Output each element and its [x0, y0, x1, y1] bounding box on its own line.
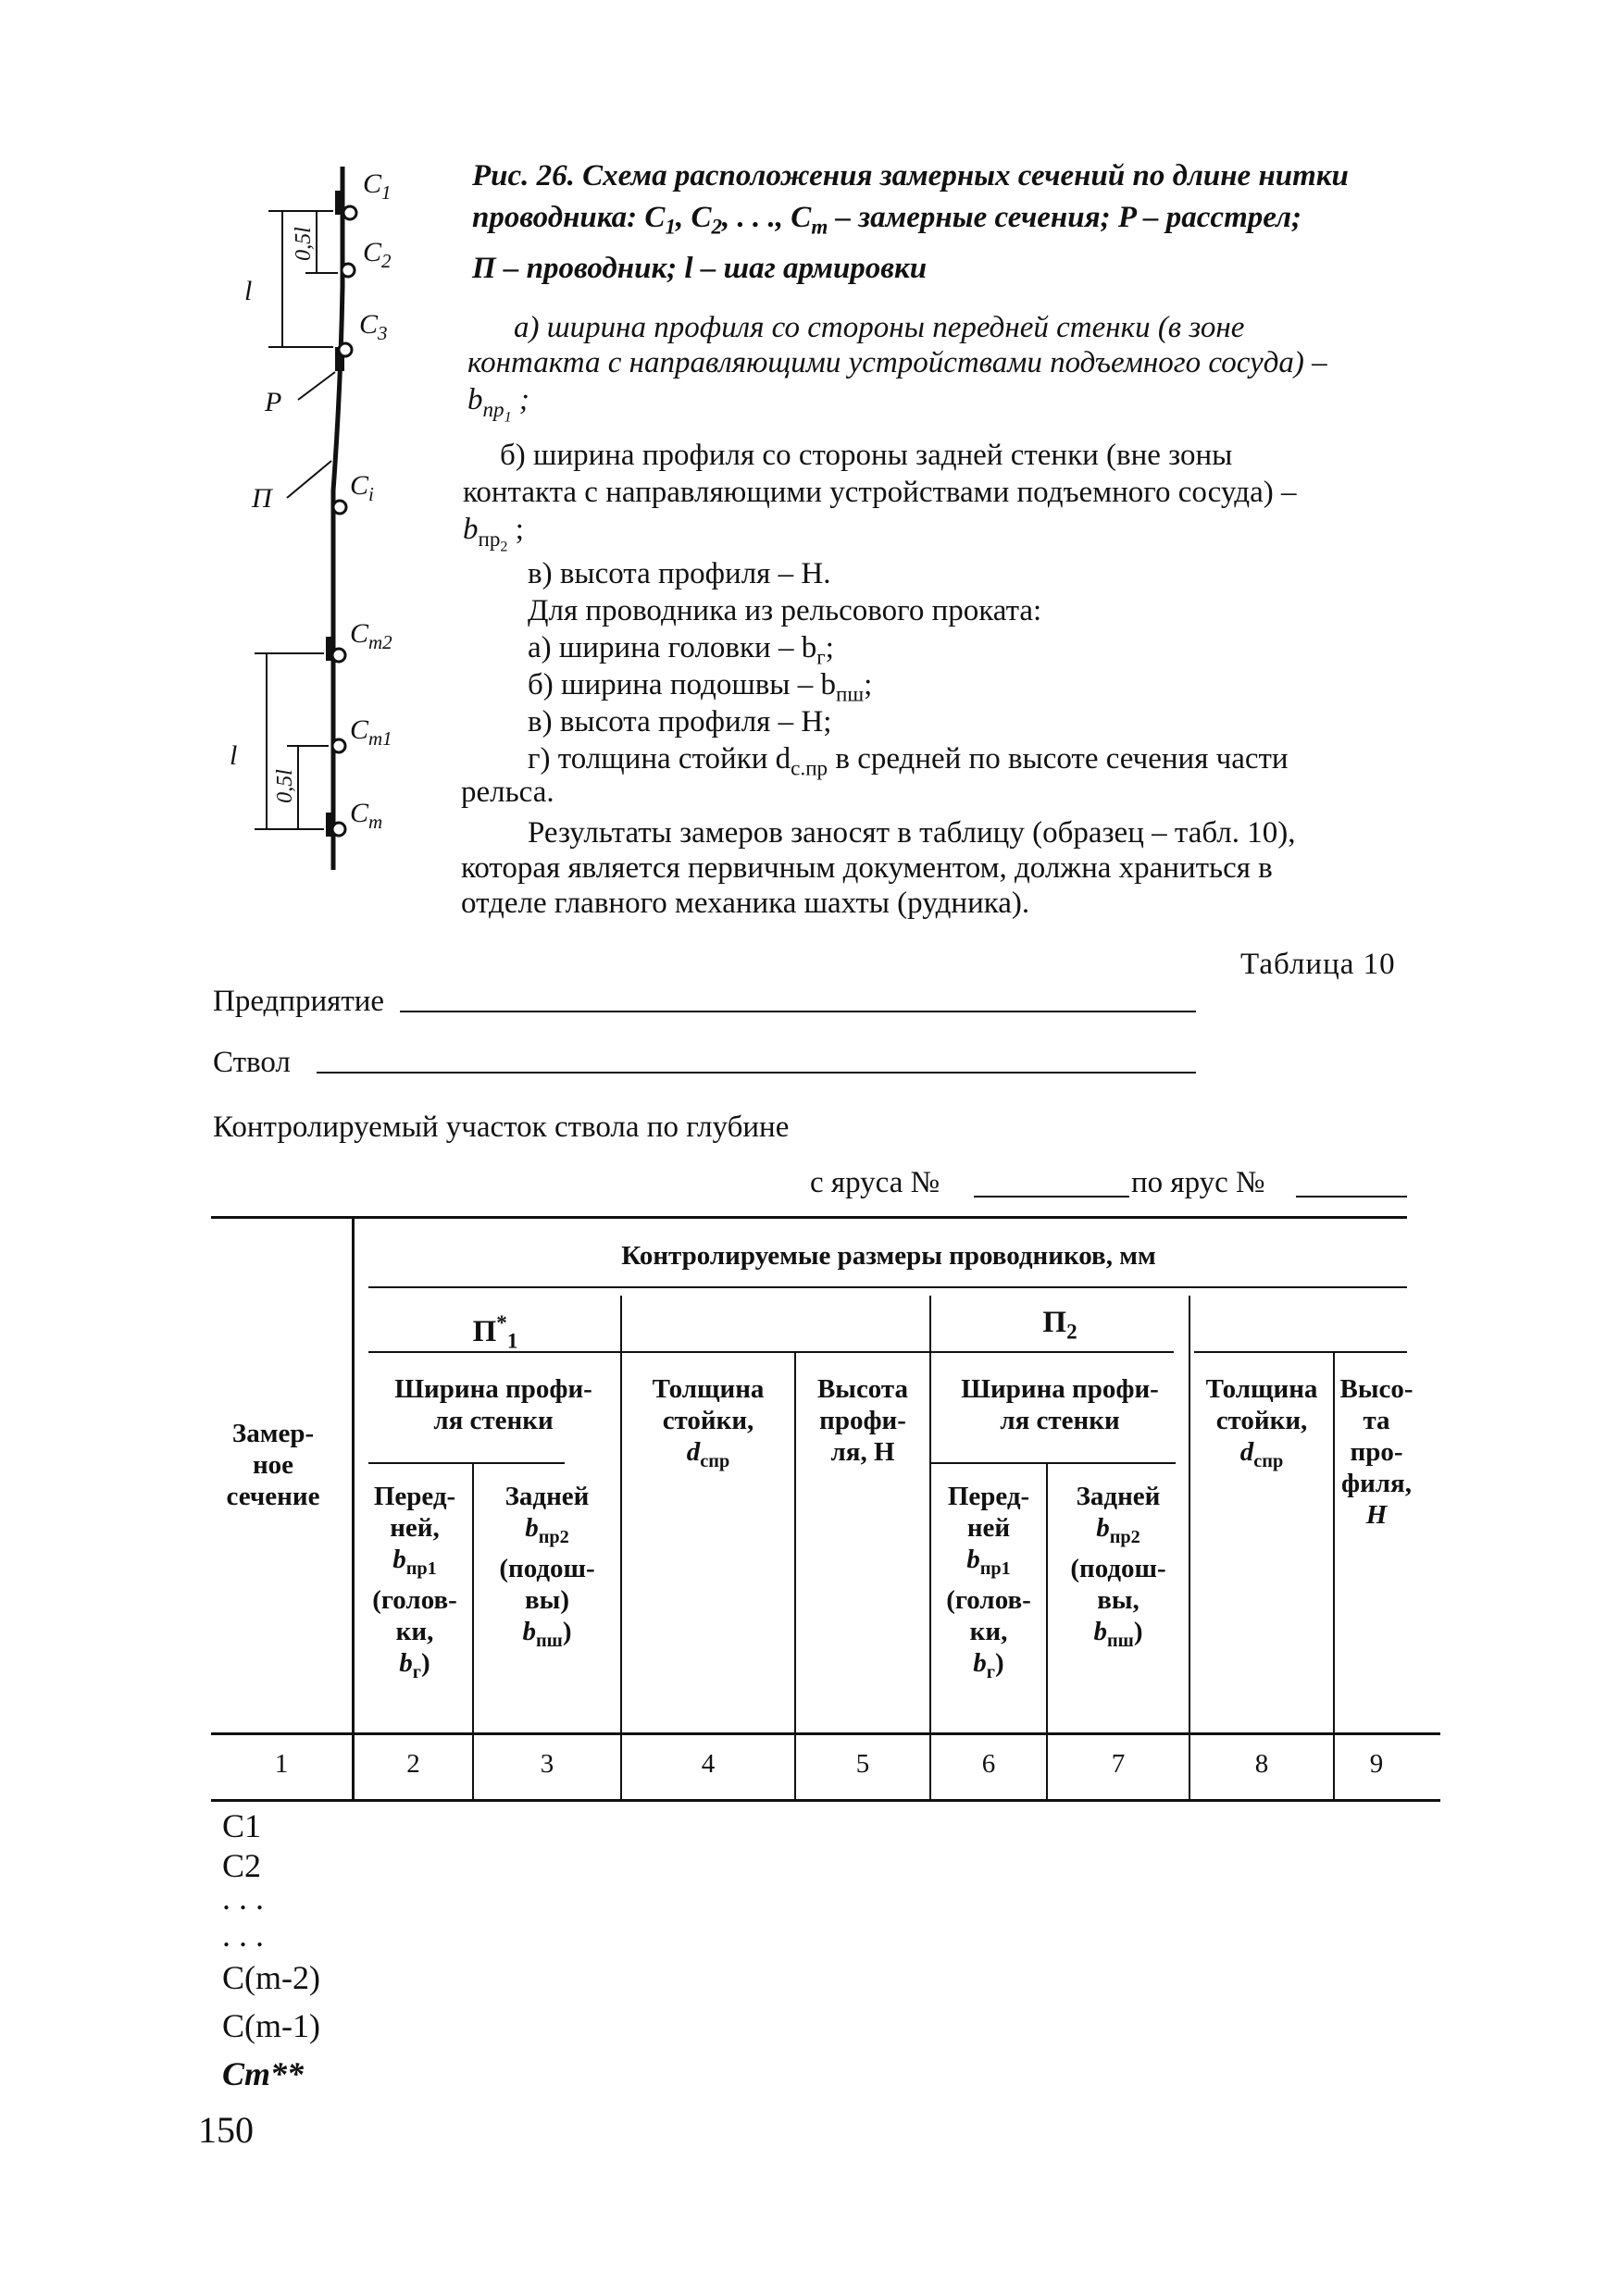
- enterprise-label: Предприятие: [213, 985, 385, 1018]
- page-number: 150: [198, 2109, 254, 2151]
- rear-header-2: Задней $b_{пр2}$ (подош- вы, $b_{пш}$): [1070, 1482, 1166, 1651]
- label-cm: $C_m$: [350, 798, 383, 833]
- rail-g-cont: рельса.: [461, 776, 554, 809]
- table-top-rule: [211, 1216, 1407, 1219]
- row-label: C2: [222, 1847, 262, 1884]
- column-number: 4: [701, 1749, 716, 1779]
- rail-a: а) ширина головки – $b_г$;: [528, 631, 834, 669]
- column-number: 1: [274, 1749, 289, 1779]
- label-half-l-bottom: 0,5l: [272, 769, 297, 803]
- para-b-line1: б) ширина профиля со стороны задней стенки (вне зоны: [500, 439, 1233, 472]
- guide-diagram: [213, 157, 435, 898]
- label-c1: $C_1$: [363, 168, 392, 204]
- row-label: . . .: [222, 1880, 264, 1917]
- rail-v: в) высота профиля – H;: [528, 705, 832, 738]
- label-c3: $C_3$: [359, 309, 388, 344]
- width-rule-2: [931, 1462, 1176, 1464]
- table-title: Таблица 10: [1240, 948, 1396, 981]
- from-tier-field[interactable]: [974, 1196, 1129, 1198]
- rail-g: г) толщина стойки $d_{с.пр}$ в средней по высоте сечения части: [528, 742, 1289, 780]
- para-a-line1: а) ширина профиля со стороны передней стенки (в зоне: [514, 311, 1245, 344]
- column-number: 3: [540, 1749, 554, 1779]
- column-number: 2: [406, 1749, 420, 1779]
- column-number: 7: [1111, 1749, 1126, 1779]
- label-l-bottom: l: [230, 740, 238, 771]
- vline-7: [1189, 1296, 1190, 1801]
- column-number: 8: [1254, 1749, 1269, 1779]
- p-rule-2: [1194, 1351, 1407, 1353]
- figure-caption: [472, 155, 1435, 290]
- rail-b: б) ширина подошвы – $b_{пш}$;: [528, 668, 873, 706]
- header-rule: [368, 1286, 1407, 1288]
- results-line3: отделе главного механика шахты (рудника).: [461, 887, 1030, 920]
- label-c2: $C_2$: [363, 237, 392, 272]
- caption-line-1: Рис. 26. Схема расположения замерных сечений по длине нитки: [472, 159, 1349, 192]
- numbers-top-rule: [211, 1732, 1440, 1735]
- p2-header: $П_2$: [1042, 1306, 1077, 1344]
- shaft-field[interactable]: [317, 1072, 1196, 1074]
- width-rule-1: [368, 1462, 565, 1464]
- para-a-line2: контакта с направляющими устройствами подъемного сосуда) –: [467, 346, 1327, 379]
- numbers-bottom-rule: [211, 1799, 1440, 1802]
- label-l-top: l: [244, 276, 253, 306]
- label-cm2: $C_{m2}$: [350, 618, 392, 653]
- to-tier-label: по ярус №: [1131, 1166, 1265, 1199]
- column-number: 9: [1369, 1749, 1384, 1779]
- para-v: в) высота профиля – H.: [528, 557, 831, 590]
- para-b-var: $b_{пр_2}$ ;: [463, 513, 524, 555]
- main-header: Контролируемые размеры проводников, мм: [621, 1241, 1156, 1271]
- label-pi: П: [252, 483, 272, 514]
- caption-line-3: П – проводник; l – шаг армировки: [472, 251, 928, 285]
- row-label: C(m-1): [222, 2007, 320, 2044]
- row-header: Замер- ное сечение: [226, 1419, 320, 1511]
- section-label: Контролируемый участок ствола по глубине: [213, 1111, 790, 1144]
- thickness-header-2: Толщина стойки, $d_{спр}$: [1205, 1374, 1318, 1471]
- thickness-header-1: Толщина стойки, $d_{спр}$: [652, 1374, 765, 1471]
- front-header-2: Перед- ней $b_{пр1}$ (голов- ки, $b_г$): [946, 1482, 1031, 1682]
- height-header-2: Высо- та про- филя, H: [1339, 1374, 1414, 1530]
- row-label: C1: [222, 1807, 262, 1844]
- label-p: P: [265, 387, 282, 417]
- rail-intro: Для проводника из рельсового проката:: [528, 594, 1042, 627]
- para-b-line2: контакта с направляющими устройствами подъемного сосуда) –: [463, 476, 1297, 509]
- row-label: C(m-2): [222, 1959, 320, 1996]
- from-tier-label: с яруса №: [810, 1166, 940, 1199]
- row-label: . . .: [222, 1917, 264, 1954]
- label-half-l-top: 0,5l: [291, 227, 316, 261]
- caption-line-2: проводника: $C_1$, $C_2$, . . ., $C_m$ – замерные сечения; P – расстрел;: [472, 201, 1301, 239]
- height-header-1: Высота профи- ля, H: [816, 1374, 909, 1467]
- label-ci: $C_i$: [350, 470, 374, 505]
- column-number: 6: [981, 1749, 996, 1779]
- width-header-1: Ширина профи- ля стенки: [394, 1374, 592, 1435]
- results-line1: Результаты замеров заносят в таблицу (образец – табл. 10),: [528, 816, 1296, 850]
- label-cm1: $C_{m1}$: [350, 714, 392, 750]
- front-header-1: Перед- ней, $b_{пр1}$ (голов- ки, $b_г$): [372, 1482, 457, 1682]
- results-line2: которая является первичным документом, должна храниться в: [461, 851, 1273, 885]
- para-a-var: $b_{пр_1}$ ;: [467, 383, 529, 426]
- row-label: Cm**: [222, 2055, 305, 2092]
- column-number: 5: [855, 1749, 870, 1779]
- shaft-label: Ствол: [213, 1046, 291, 1079]
- enterprise-field[interactable]: [400, 1011, 1196, 1012]
- p1-header: $П^*_1$: [472, 1310, 518, 1353]
- vline-3: [620, 1296, 622, 1801]
- to-tier-field[interactable]: [1296, 1196, 1407, 1198]
- width-header-2: Ширина профи- ля стенки: [961, 1374, 1159, 1435]
- rear-header-1: Задней $b_{пр2}$ (подош- вы) $b_{пш}$): [499, 1482, 595, 1651]
